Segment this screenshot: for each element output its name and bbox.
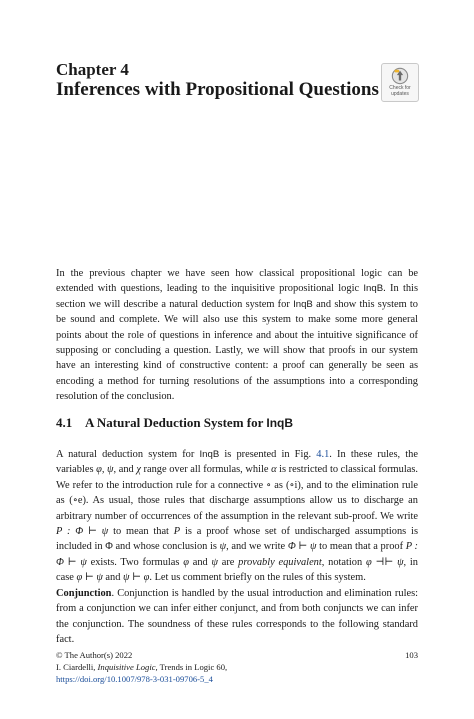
system-name: InqB (266, 416, 294, 430)
section-paragraph: A natural deduction system for InqB is presented in Fig. 4.1. In these rules, the variables φ, ψ, and χ range over all formulas, while α is restricted to classical formulas. We refer to the introduction rule for a connective ∘ as (∘i), and to the elimination rule as (∘e). As usual, those rules that discharge assumptions allow us to discharge an arbitrary number of occurrences of the assumption in the relevant sub-proof. We write P : Φ ⊢ ψ to mean that P is a proof whose set of undischarged assumptions is included in Φ and whose conclusion is ψ, and we write Φ ⊢ ψ to mean that a proof P : Φ ⊢ ψ exists. Two formulas φ and ψ are provably equivalent, notation φ ⊣⊢ ψ, in case φ ⊢ ψ and ψ ⊢ φ. Let us comment briefly on the rules of this system. (56, 449, 419, 584)
system-name: InqB (199, 449, 220, 460)
conjunction-paragraph: Conjunction. Conjunction is handled by the usual introduction and elimination rules: from a conjunction we can infer either conjunct, and from both conjuncts we can infer the conjunction. The soundness of these rules corresponds to the following standard fact. (56, 588, 418, 646)
conjunction-run-in-head: Conjunction (56, 588, 112, 599)
copyright-line: © The Author(s) 2022 (56, 650, 133, 660)
check-for-updates-icon (391, 67, 409, 85)
system-name: InqB (293, 298, 313, 310)
citation-line: I. Ciardelli, Inquisitive Logic, Trends in Logic 60, (56, 662, 228, 672)
chapter-label: Chapter 4 (56, 60, 129, 79)
check-for-updates-line1: Check for (389, 85, 411, 91)
figure-link[interactable]: 4.1 (316, 449, 330, 460)
chapter-title: Inferences with Propositional Questions (56, 79, 379, 100)
page-footer (56, 649, 418, 685)
system-name: InqB (363, 283, 384, 295)
doi-link[interactable]: https://doi.org/10.1007/978-3-031-09706-5_4 (56, 674, 213, 684)
section-title: A Natural Deduction System for (85, 415, 267, 430)
intro-paragraph: In the previous chapter we have seen how classical propositional logic can be extended with questions, leading to the inquisitive propositional logic InqB. In this section we will describe a natural deduction system for InqB and show this system to be sound and complete. We will also use this system to make some more general points about the role of questions in inference and about the intuitive significance of supposing or concluding a question. Lastly, we will show that proofs in our system have an interesting kind of constructive content: a proof can generally be seen as encoding a method for turning resolutions of the assumptions into a corresponding resolution of the conclusion. (56, 268, 418, 403)
check-for-updates-line2: updates (391, 91, 409, 97)
page-number: 103 (405, 650, 418, 660)
section-number: 4.1 (56, 415, 73, 430)
check-for-updates-button[interactable] (381, 63, 419, 102)
section-heading (56, 415, 293, 431)
